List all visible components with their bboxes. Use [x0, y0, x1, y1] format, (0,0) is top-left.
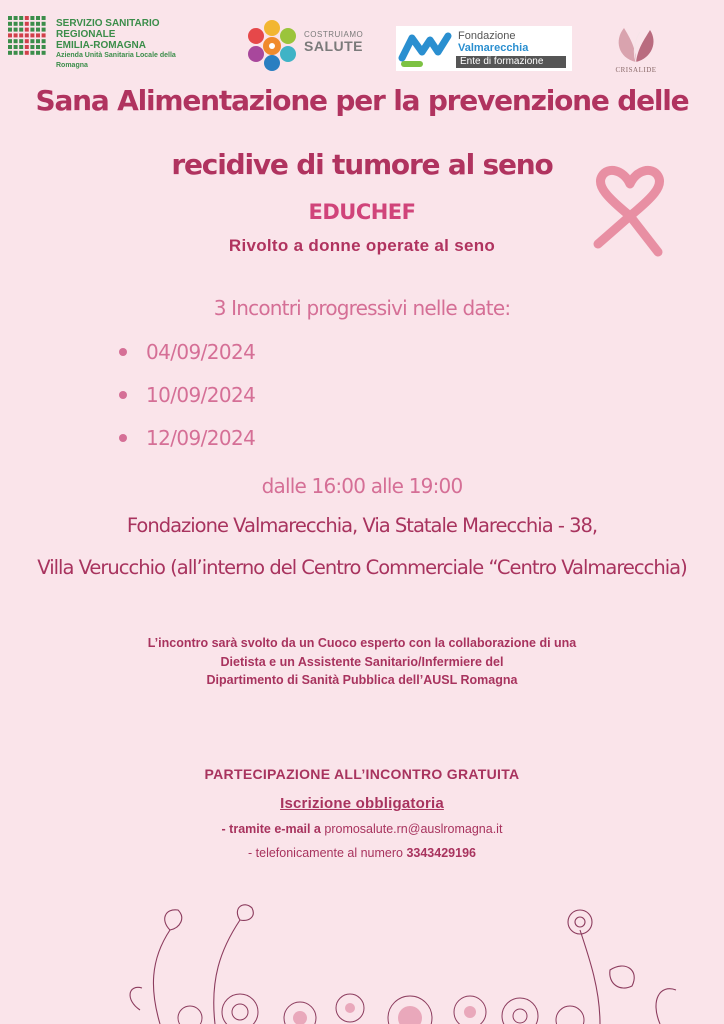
descrizione-line3: Dipartimento di Sanità Pubblica dell’AUSL Romagna	[206, 673, 518, 687]
rer-line3: Azienda Unità Sanitaria Locale della Romagna	[56, 52, 176, 69]
phone-number[interactable]: 3343429196	[406, 846, 476, 860]
ente-formazione-band: Ente di formazione	[456, 56, 566, 68]
valmarecchia-label: Valmarecchia	[458, 42, 529, 54]
descrizione	[0, 634, 724, 690]
date-item: 10/09/2024	[112, 381, 255, 424]
iscrizione-obbligatoria: Iscrizione obbligatoria	[280, 795, 444, 812]
contatto-email	[0, 822, 724, 836]
target-audience: Rivolto a donne operate al seno	[228, 236, 496, 255]
date-item: 04/09/2024	[112, 338, 255, 381]
costruiamo-salute-icon	[244, 18, 300, 74]
partecipazione-gratuita: PARTECIPAZIONE ALL’INCONTRO GRATUITA	[204, 766, 520, 782]
logo-fondazione-valmarecchia	[396, 26, 572, 71]
educhef-label: EDUCHEF	[308, 200, 416, 224]
rer-line1: SERVIZIO SANITARIO REGIONALE	[56, 18, 160, 40]
rer-line2: EMILIA-ROMAGNA	[56, 40, 146, 51]
logo-crisalide	[606, 22, 666, 78]
crisalide-label: CRISALIDE	[615, 66, 657, 74]
title-line1: Sana Alimentazione per la prevenzione delle	[35, 84, 689, 117]
crisalide-leaves-icon	[606, 22, 666, 66]
salute-label: SALUTE	[304, 38, 363, 54]
contatto-telefono	[0, 846, 724, 860]
luogo-line2: Villa Verucchio (all’interno del Centro Commerciale “Centro Valmarecchia)	[37, 556, 687, 579]
flower-border-icon	[0, 900, 724, 1024]
pink-ribbon-icon	[588, 164, 672, 260]
email-prefix: - tramite e-mail a	[221, 822, 321, 836]
date-list	[112, 338, 255, 467]
descrizione-line1: L’incontro sarà svolto da un Cuoco esperto con la collaborazione di una	[147, 636, 577, 650]
orario: dalle 16:00 alle 19:00	[261, 474, 463, 498]
fondazione-label: Fondazione	[458, 30, 516, 42]
costruiamo-label: COSTRUIAMO	[304, 30, 364, 39]
email-address[interactable]: promosalute.rn@auslromagna.it	[324, 822, 503, 836]
incontri-heading: 3 Incontri progressivi nelle date:	[213, 296, 511, 320]
fondazione-wave-icon	[398, 28, 454, 70]
date-item: 12/09/2024	[112, 424, 255, 467]
title-line2: recidive di tumore al seno	[171, 148, 553, 181]
rer-grid-icon	[8, 16, 48, 58]
phone-prefix: - telefonicamente al numero	[248, 846, 403, 860]
descrizione-line2: Dietista e un Assistente Sanitario/Infermiere del	[220, 654, 504, 669]
logo-servizio-sanitario-regionale	[8, 16, 208, 69]
logo-costruiamo-salute	[244, 18, 364, 76]
luogo-line1: Fondazione Valmarecchia, Via Statale Marecchia - 38,	[126, 514, 598, 537]
